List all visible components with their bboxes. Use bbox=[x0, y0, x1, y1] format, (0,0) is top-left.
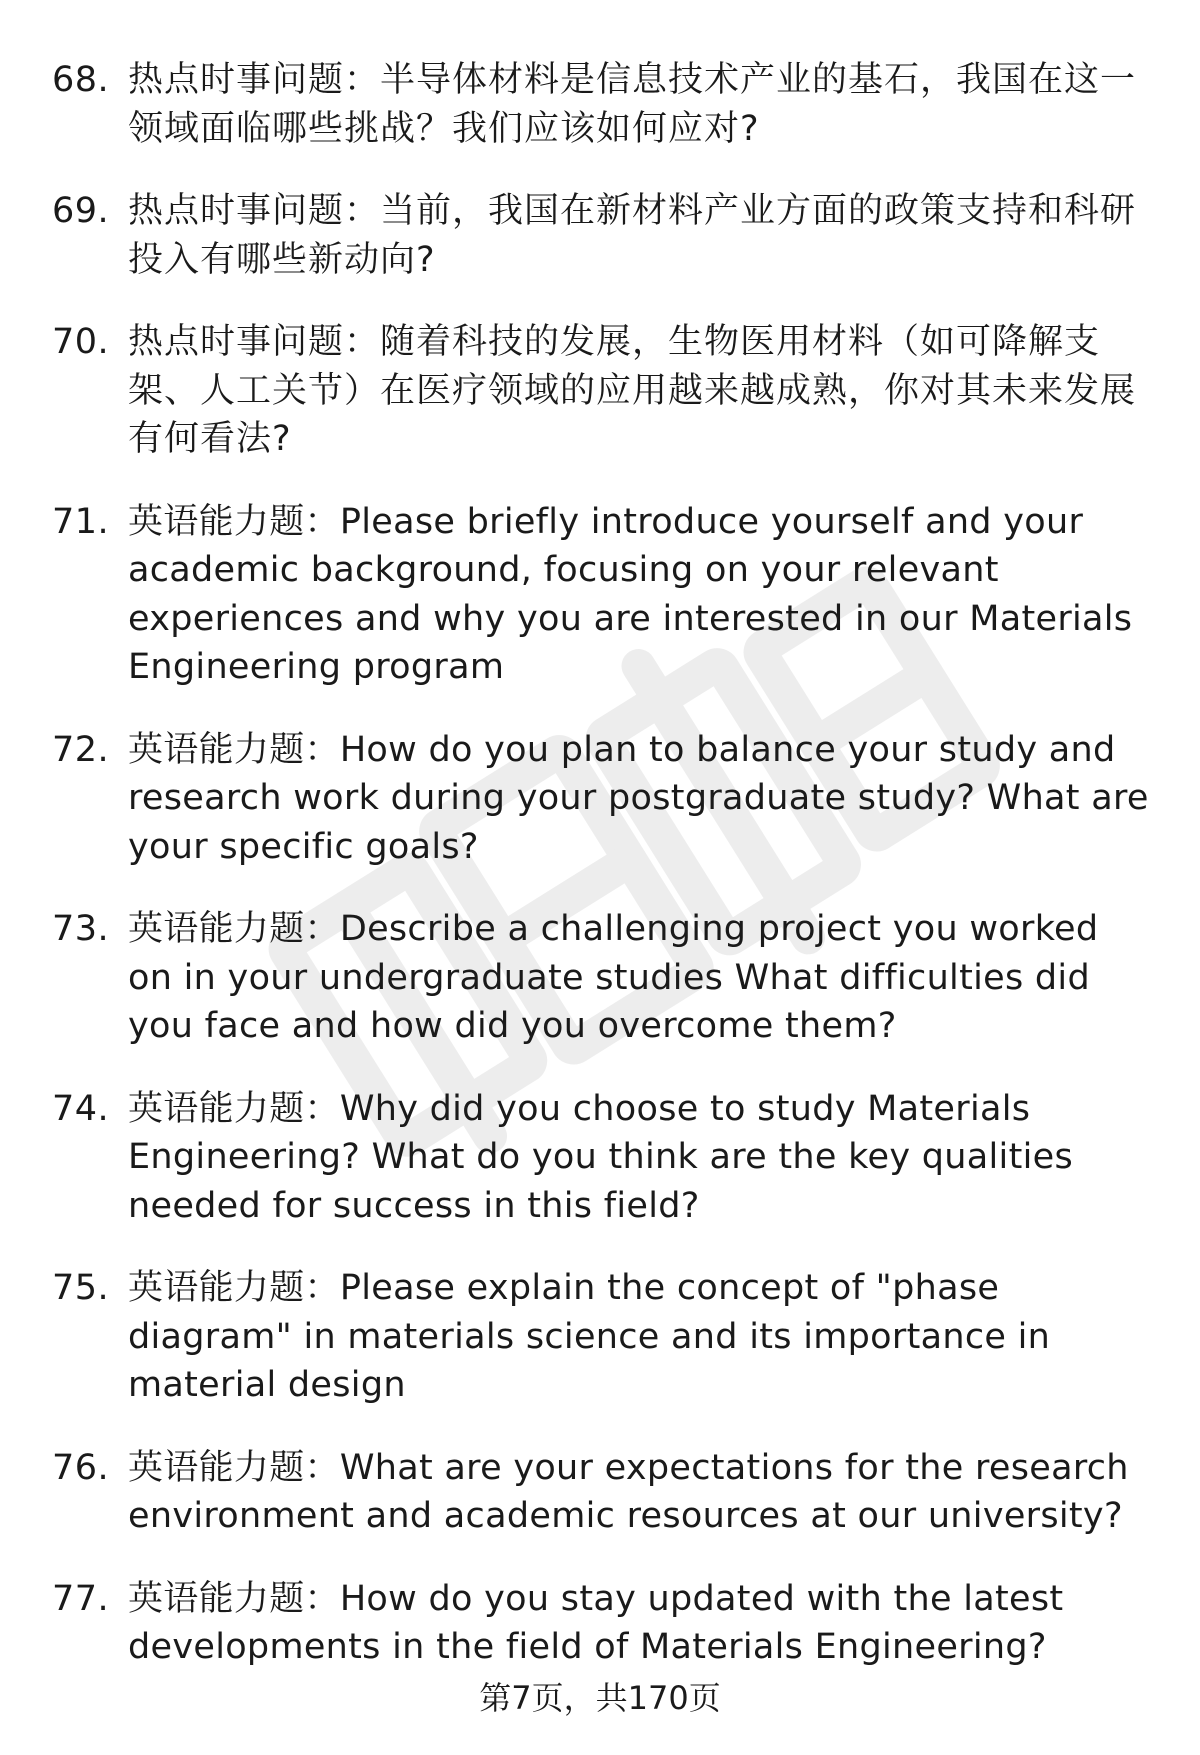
question-category: 英语能力题： bbox=[128, 1447, 340, 1488]
question-text: 半导体材料是信息技术产业的基石，我国在这一领域面临哪些挑战？我们应该如何应对? bbox=[128, 60, 1137, 149]
question-text: 当前，我国在新材料产业方面的政策支持和科研投入有哪些新动向? bbox=[128, 191, 1137, 280]
question-text: Describe a challenging project you worked on in your undergraduate studies What difficulties did you face and how did you overcome them? bbox=[128, 909, 1099, 1046]
question-category: 热点时事问题： bbox=[128, 191, 381, 231]
question-category: 热点时事问题： bbox=[128, 322, 381, 362]
question-item bbox=[52, 726, 1152, 872]
question-category: 英语能力题： bbox=[128, 1268, 340, 1308]
question-item bbox=[52, 1575, 1152, 1672]
question-text: What are your expectations for the research environment and academic resources at our university? bbox=[128, 1447, 1129, 1536]
question-body bbox=[128, 318, 1152, 464]
question-item bbox=[52, 1444, 1152, 1541]
question-body bbox=[128, 1264, 1152, 1410]
question-body bbox=[128, 56, 1152, 153]
question-category: 英语能力题： bbox=[128, 1088, 340, 1129]
question-number: 72. bbox=[52, 729, 110, 770]
question-text: Why did you choose to study Materials Engineering? What do you think are the key qualities needed for success in this field? bbox=[128, 1088, 1073, 1226]
question-text: 随着科技的发展，生物医用材料（如可降解支架、人工关节）在医疗领域的应用越来越成熟，你对其未来发展有何看法? bbox=[128, 322, 1137, 459]
question-category: 英语能力题： bbox=[128, 1578, 340, 1619]
question-body bbox=[128, 1575, 1152, 1672]
question-item bbox=[52, 56, 1152, 153]
question-number: 75. bbox=[52, 1268, 110, 1308]
question-number: 70. bbox=[52, 322, 110, 362]
question-number: 73. bbox=[52, 909, 110, 949]
question-body bbox=[128, 498, 1152, 692]
page-indicator: 第7页，共170页 bbox=[479, 1679, 721, 1717]
question-list bbox=[52, 56, 1152, 1672]
question-body bbox=[128, 1085, 1152, 1231]
question-body bbox=[128, 905, 1152, 1051]
question-text: Please briefly introduce yourself and your academic background, focusing on your relevant experiences and why you are interested in our Materials Engineering program bbox=[128, 501, 1133, 687]
question-number: 68. bbox=[52, 60, 110, 100]
question-body bbox=[128, 726, 1152, 872]
question-number: 77. bbox=[52, 1578, 110, 1619]
question-number: 69. bbox=[52, 191, 110, 231]
question-item bbox=[52, 905, 1152, 1051]
question-category: 英语能力题： bbox=[128, 909, 340, 949]
question-text: Please explain the concept of "phase diagram" in materials science and its importance in material design bbox=[128, 1268, 1051, 1405]
question-item bbox=[52, 1085, 1152, 1231]
question-text: How do you plan to balance your study and research work during your postgraduate study? What are your specific goals? bbox=[128, 729, 1149, 867]
question-number: 74. bbox=[52, 1088, 110, 1129]
question-category: 英语能力题： bbox=[128, 729, 340, 770]
question-number: 76. bbox=[52, 1447, 110, 1488]
question-number: 71. bbox=[52, 501, 110, 542]
question-item bbox=[52, 318, 1152, 464]
question-body bbox=[128, 187, 1152, 284]
question-body bbox=[128, 1444, 1152, 1541]
question-category: 英语能力题： bbox=[128, 501, 340, 542]
question-category: 热点时事问题： bbox=[128, 60, 381, 100]
question-item bbox=[52, 187, 1152, 284]
question-text: How do you stay updated with the latest developments in the field of Materials Engineering? bbox=[128, 1578, 1064, 1667]
question-item bbox=[52, 498, 1152, 692]
question-item bbox=[52, 1264, 1152, 1410]
